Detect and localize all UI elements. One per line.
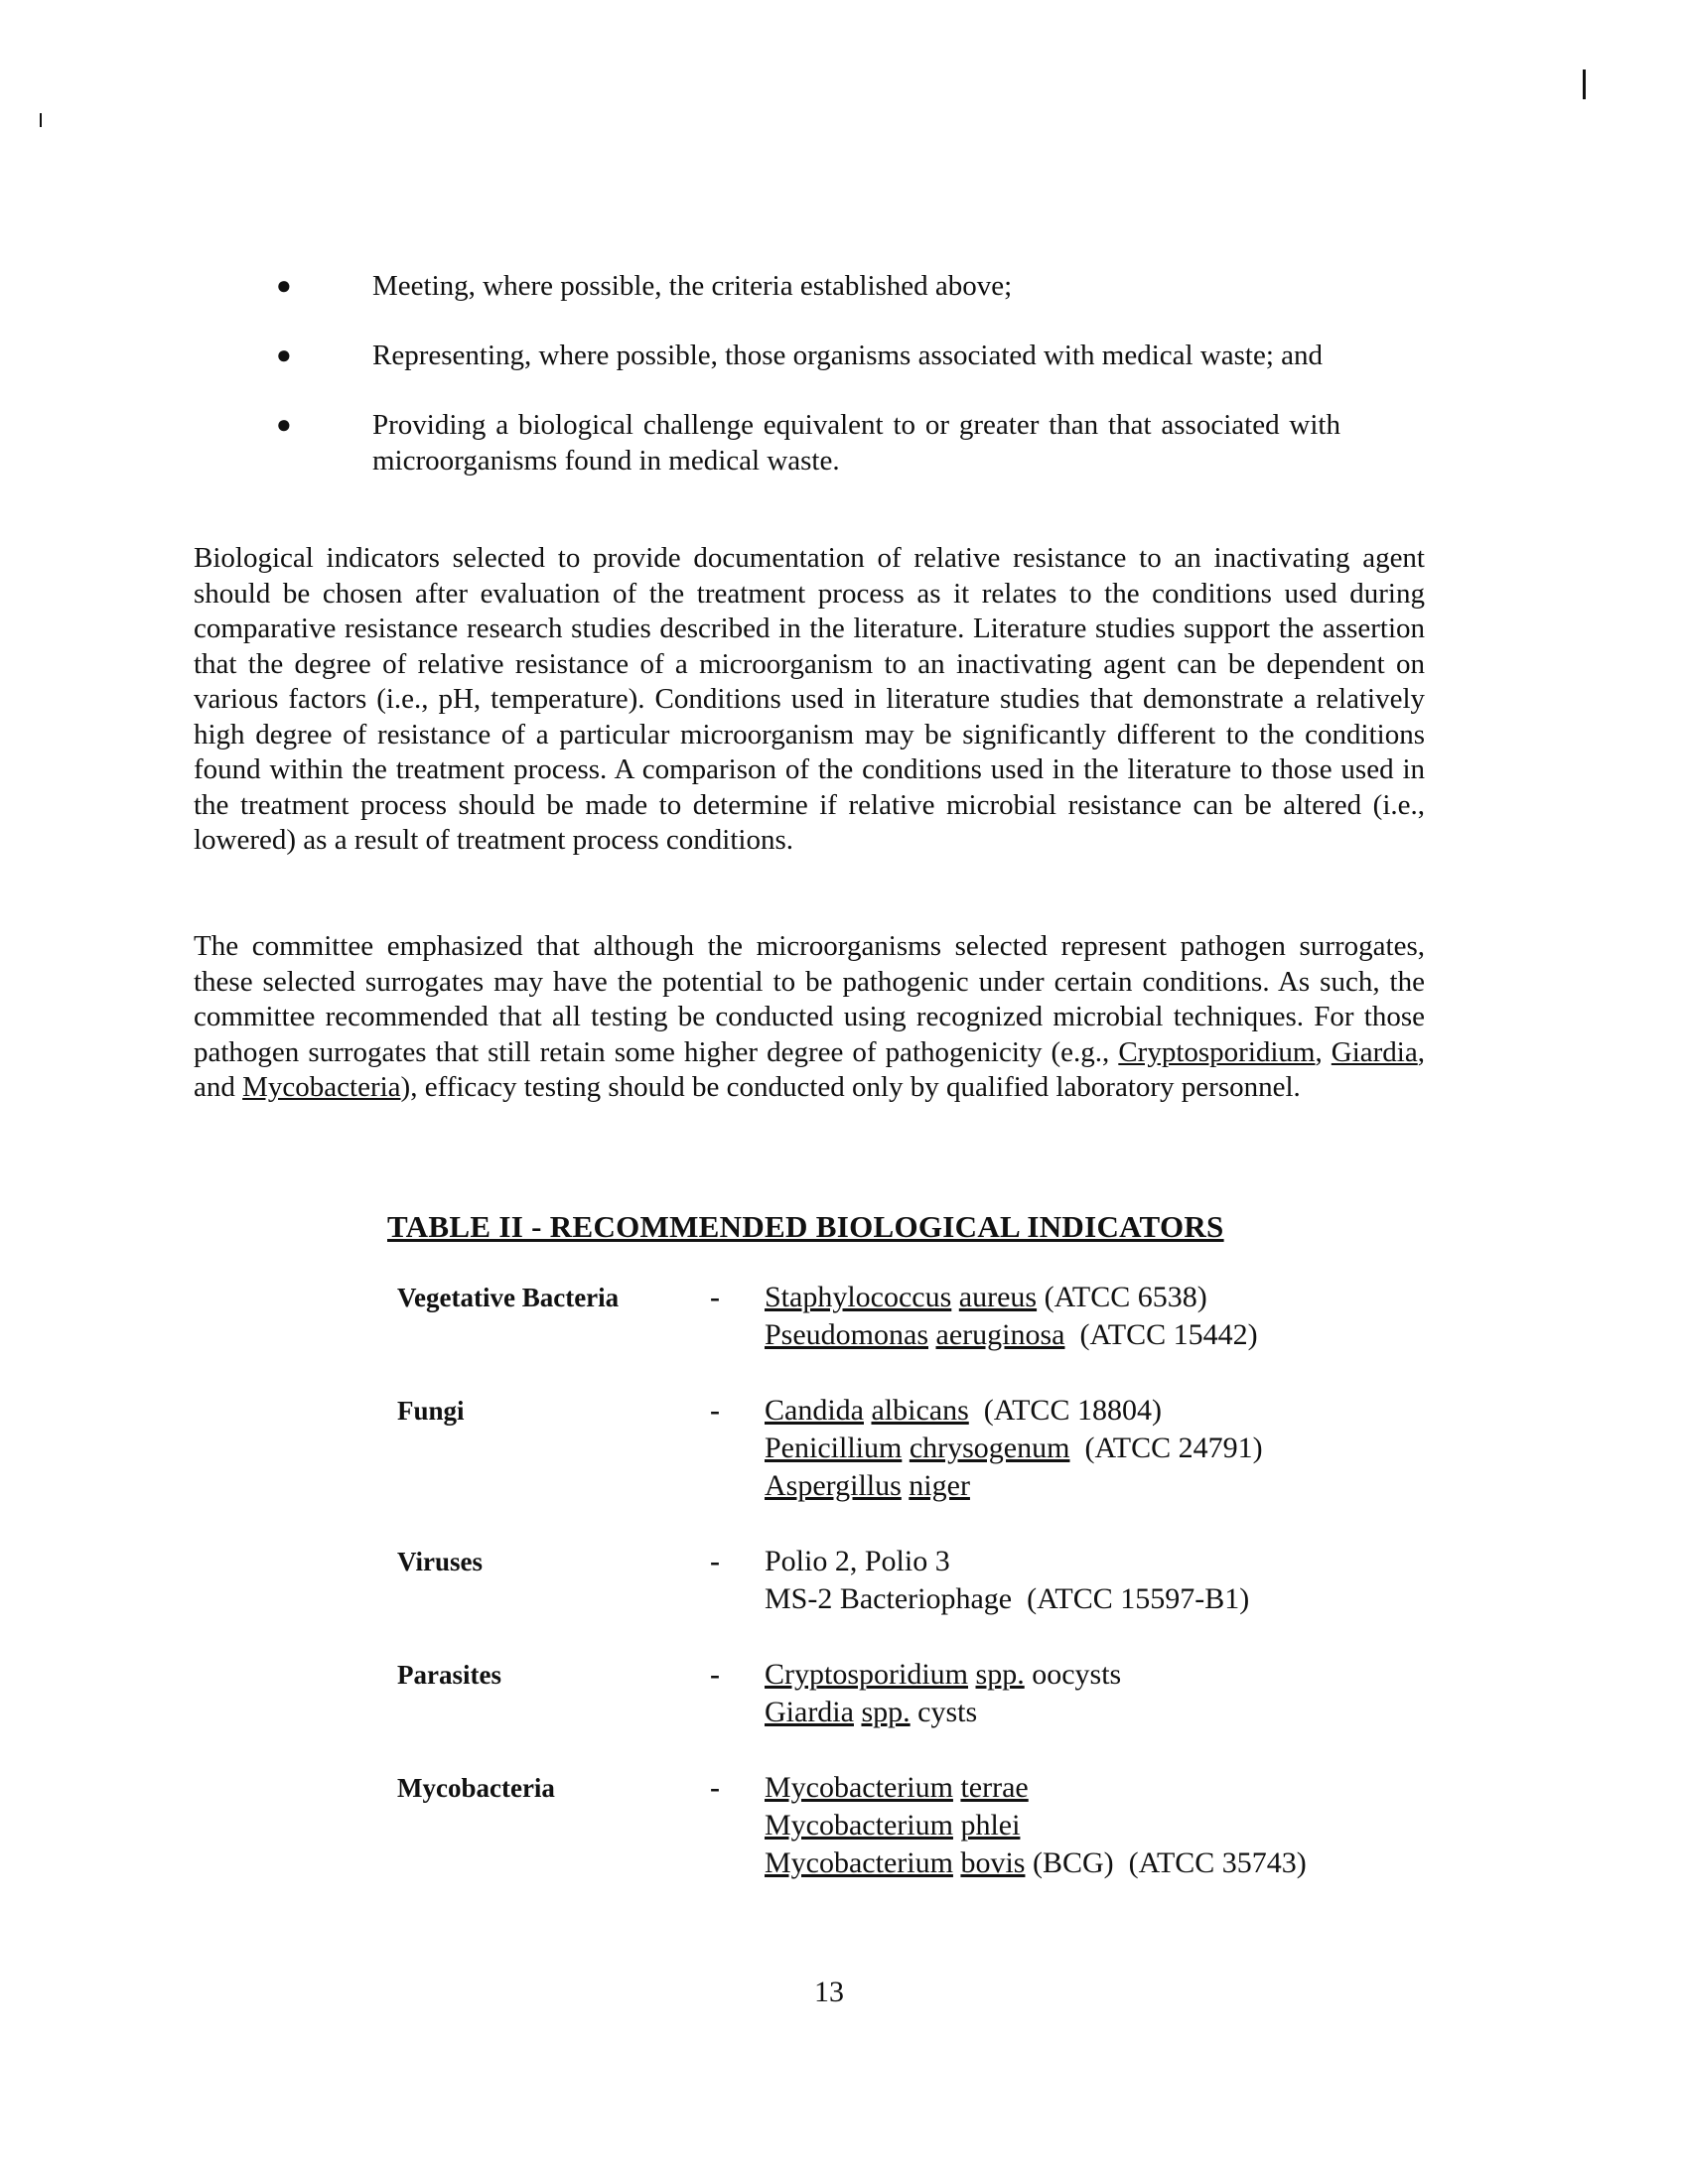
organism-genus: Staphylococcus <box>765 1281 952 1313</box>
table-row <box>397 1392 1440 1505</box>
table-organism-list <box>765 1656 1440 1731</box>
organism-note: (ATCC 6538) <box>1037 1281 1207 1313</box>
organism-line <box>765 1467 1440 1505</box>
organism-note: Polio 2, Polio 3 <box>765 1545 950 1577</box>
organism-line <box>765 1316 1440 1354</box>
bullet-icon: ● <box>276 410 292 439</box>
table-category: Mycobacteria <box>397 1773 555 1803</box>
table-category: Parasites <box>397 1660 501 1690</box>
organism-genus: Mycobacterium <box>765 1809 953 1842</box>
organism-note: (ATCC 18804) <box>968 1394 1162 1427</box>
organism-line <box>765 1392 1440 1430</box>
organism-line <box>765 1694 1440 1731</box>
organism-line <box>765 1769 1440 1807</box>
table-dash: - <box>710 1658 720 1691</box>
table-row <box>397 1656 1440 1731</box>
organism-genus: Penicillium <box>765 1432 903 1464</box>
indicator-table <box>397 1279 1440 1920</box>
bullet-text: Providing a biological challenge equivalent to or greater than that associated with microorganisms found in medical waste. <box>372 409 1340 477</box>
organism-genus: Candida <box>765 1394 864 1427</box>
table-organism-list <box>765 1543 1440 1618</box>
table-organism-list <box>765 1279 1440 1354</box>
organism-species: chrysogenum <box>909 1432 1070 1464</box>
scan-edge-mark-left <box>40 113 42 127</box>
organism-species: albicans <box>871 1394 969 1427</box>
organism-line <box>765 1543 1440 1580</box>
bullet-item <box>268 407 1340 478</box>
table-dash: - <box>710 1545 720 1577</box>
table-category: Fungi <box>397 1396 465 1426</box>
paragraph-biological-indicators: Biological indicators selected to provide documentation of relative resistance to an inactivating agent should be chosen after evaluation of the treatment process as it relates to the conditions used during comparative resistance research studies described in the literature. Literature studies support the assertion that the degree of relative resistance of a microorganism to an inactivating agent can be dependent on various factors (i.e., pH, temperature). Conditions used in literature studies that demonstrate a relatively high degree of resistance of a particular microorganism may be significantly different to the conditions found within the treatment process. A comparison of the conditions used in the literature to those used in the treatment process should be made to determine if relative microbial resistance can be altered (i.e., lowered) as a result of treatment process conditions. <box>194 542 1425 856</box>
organism-species: spp. <box>975 1658 1025 1691</box>
organism-species: bovis <box>960 1846 1026 1879</box>
paragraph-text: The committee emphasized that although the microorganisms selected represent pathogen surrogates, these selected surrogates may have the potential to be pathogenic under certain conditions. As such, the committee recommended that all testing be conducted using recognized microbial techniques. For those pathogen surrogates that still retain some higher degree of pathogenicity (e.g., <box>194 930 1425 1068</box>
organism-genus: Mycobacterium <box>765 1771 953 1804</box>
organism-note: oocysts <box>1024 1658 1122 1691</box>
bullet-text: Representing, where possible, those organisms associated with medical waste; and <box>372 340 1324 371</box>
organism-line <box>765 1430 1440 1467</box>
table-category: Vegetative Bacteria <box>397 1283 620 1312</box>
organism-note: (ATCC 15442) <box>1064 1318 1258 1351</box>
organism-name: Cryptosporidium <box>1118 1035 1316 1068</box>
organism-species: spp. <box>861 1696 911 1728</box>
organism-species: aeruginosa <box>935 1318 1065 1351</box>
organism-note: cysts <box>910 1696 978 1728</box>
bullet-list <box>268 268 1340 512</box>
table-row <box>397 1769 1440 1882</box>
organism-species: terrae <box>960 1771 1029 1804</box>
organism-genus: Aspergillus <box>765 1469 902 1502</box>
organism-species: aureus <box>958 1281 1038 1313</box>
organism-genus: Giardia <box>765 1696 854 1728</box>
organism-line <box>765 1656 1440 1694</box>
organism-line <box>765 1580 1440 1618</box>
table-row <box>397 1279 1440 1354</box>
bullet-icon: ● <box>276 341 292 369</box>
table-title: TABLE II - RECOMMENDED BIOLOGICAL INDICATORS <box>387 1209 1224 1244</box>
table-dash: - <box>710 1281 720 1313</box>
table-category: Viruses <box>397 1547 483 1576</box>
organism-species: phlei <box>960 1809 1021 1842</box>
paragraph-committee <box>194 929 1425 1106</box>
organism-line <box>765 1807 1440 1844</box>
organism-note: (BCG) (ATCC 35743) <box>1025 1846 1307 1879</box>
organism-genus: Mycobacterium <box>765 1846 953 1879</box>
organism-genus: Cryptosporidium <box>765 1658 969 1691</box>
table-dash: - <box>710 1771 720 1804</box>
scan-edge-mark-right <box>1583 69 1586 99</box>
bullet-item <box>268 268 1340 304</box>
table-row <box>397 1543 1440 1618</box>
organism-note: MS-2 Bacteriophage (ATCC 15597-B1) <box>765 1582 1250 1615</box>
organism-line <box>765 1844 1440 1882</box>
organism-species: niger <box>909 1469 970 1502</box>
table-organism-list <box>765 1769 1440 1882</box>
paragraph-text: , <box>1315 1035 1332 1068</box>
bullet-icon: ● <box>276 271 292 300</box>
page-number: 13 <box>814 1976 844 2008</box>
table-dash: - <box>710 1394 720 1427</box>
bullet-item <box>268 338 1340 373</box>
paragraph-text: , and <box>194 1035 1425 1103</box>
organism-note: (ATCC 24791) <box>1069 1432 1263 1464</box>
organism-name: Giardia <box>1331 1035 1418 1068</box>
bullet-text: Meeting, where possible, the criteria established above; <box>372 270 1013 302</box>
organism-line <box>765 1279 1440 1316</box>
organism-name: Mycobacteria <box>242 1071 401 1103</box>
paragraph-text: ), efficacy testing should be conducted only by qualified laboratory personnel. <box>400 1071 1301 1103</box>
organism-genus: Pseudomonas <box>765 1318 928 1351</box>
table-organism-list <box>765 1392 1440 1505</box>
